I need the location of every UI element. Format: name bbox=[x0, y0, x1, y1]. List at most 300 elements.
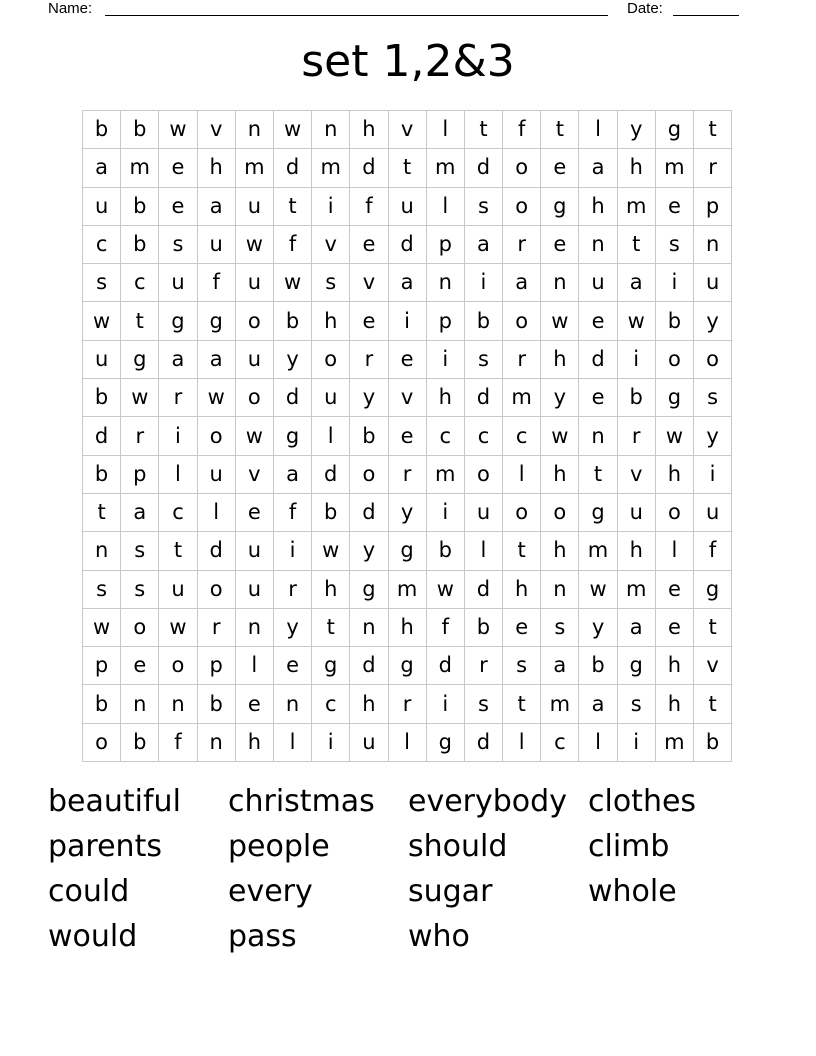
grid-row bbox=[83, 302, 732, 340]
grid-cell: l bbox=[579, 723, 617, 761]
grid-cell: v bbox=[617, 455, 655, 493]
grid-cell: n bbox=[579, 225, 617, 263]
grid-cell: g bbox=[617, 647, 655, 685]
grid-cell: n bbox=[426, 264, 464, 302]
grid-cell: b bbox=[694, 723, 732, 761]
grid-cell: d bbox=[350, 149, 388, 187]
grid-cell: e bbox=[579, 302, 617, 340]
grid-cell: y bbox=[350, 532, 388, 570]
grid-cell: u bbox=[235, 340, 273, 378]
grid-cell: h bbox=[617, 149, 655, 187]
grid-cell: v bbox=[350, 264, 388, 302]
grid-cell: m bbox=[388, 570, 426, 608]
grid-cell: e bbox=[655, 570, 693, 608]
grid-cell: s bbox=[464, 340, 502, 378]
grid-cell: y bbox=[694, 302, 732, 340]
grid-row bbox=[83, 340, 732, 378]
grid-cell: e bbox=[541, 225, 579, 263]
grid-cell: t bbox=[83, 493, 121, 531]
grid-cell: i bbox=[312, 187, 350, 225]
grid-cell: n bbox=[273, 685, 311, 723]
grid-row bbox=[83, 187, 732, 225]
grid-cell: u bbox=[694, 264, 732, 302]
grid-cell: o bbox=[503, 493, 541, 531]
grid-cell: g bbox=[694, 570, 732, 608]
grid-cell: u bbox=[235, 570, 273, 608]
grid-row bbox=[83, 685, 732, 723]
grid-cell: n bbox=[83, 532, 121, 570]
grid-row bbox=[83, 570, 732, 608]
grid-cell: c bbox=[83, 225, 121, 263]
grid-cell: b bbox=[121, 187, 159, 225]
grid-cell: t bbox=[503, 532, 541, 570]
grid-cell: u bbox=[694, 493, 732, 531]
grid-cell: l bbox=[655, 532, 693, 570]
page-title: set 1,2&3 bbox=[301, 36, 515, 87]
grid-cell: r bbox=[121, 417, 159, 455]
grid-cell: u bbox=[579, 264, 617, 302]
grid-cell: g bbox=[655, 379, 693, 417]
grid-cell: n bbox=[350, 608, 388, 646]
grid-cell: b bbox=[617, 379, 655, 417]
grid-cell: i bbox=[312, 723, 350, 761]
grid-row bbox=[83, 379, 732, 417]
grid-cell: l bbox=[503, 723, 541, 761]
grid-cell: o bbox=[197, 417, 235, 455]
grid-cell: i bbox=[464, 264, 502, 302]
grid-cell: d bbox=[464, 723, 502, 761]
grid-cell: b bbox=[121, 225, 159, 263]
name-label: Name: bbox=[48, 0, 93, 17]
grid-cell: o bbox=[503, 302, 541, 340]
grid-cell: o bbox=[235, 302, 273, 340]
grid-cell: s bbox=[83, 570, 121, 608]
grid-cell: h bbox=[350, 685, 388, 723]
grid-cell: y bbox=[273, 340, 311, 378]
grid-cell: a bbox=[464, 225, 502, 263]
grid-cell: n bbox=[159, 685, 197, 723]
grid-cell: n bbox=[541, 570, 579, 608]
grid-cell: i bbox=[426, 340, 464, 378]
grid-cell: h bbox=[350, 111, 388, 149]
grid-cell: h bbox=[426, 379, 464, 417]
grid-cell: i bbox=[159, 417, 197, 455]
grid-cell: a bbox=[197, 340, 235, 378]
grid-cell: s bbox=[159, 225, 197, 263]
grid-cell: e bbox=[388, 417, 426, 455]
grid-cell: v bbox=[312, 225, 350, 263]
grid-cell: w bbox=[617, 302, 655, 340]
date-label: Date: bbox=[627, 0, 663, 17]
grid-cell: w bbox=[273, 111, 311, 149]
grid-cell: w bbox=[235, 417, 273, 455]
grid-cell: o bbox=[694, 340, 732, 378]
grid-cell: a bbox=[388, 264, 426, 302]
grid-cell: t bbox=[541, 111, 579, 149]
grid-cell: c bbox=[312, 685, 350, 723]
grid-cell: n bbox=[121, 685, 159, 723]
grid-cell: f bbox=[197, 264, 235, 302]
grid-cell: w bbox=[655, 417, 693, 455]
grid-cell: p bbox=[426, 302, 464, 340]
grid-cell: c bbox=[121, 264, 159, 302]
grid-cell: m bbox=[617, 187, 655, 225]
grid-cell: t bbox=[503, 685, 541, 723]
grid-cell: t bbox=[388, 149, 426, 187]
grid-cell: s bbox=[541, 608, 579, 646]
grid-cell: l bbox=[235, 647, 273, 685]
grid-cell: i bbox=[617, 340, 655, 378]
grid-cell: d bbox=[388, 225, 426, 263]
grid-cell: h bbox=[312, 302, 350, 340]
grid-cell: u bbox=[159, 570, 197, 608]
grid-cell: a bbox=[617, 608, 655, 646]
grid-cell: b bbox=[579, 647, 617, 685]
grid-cell: u bbox=[83, 187, 121, 225]
grid-cell: o bbox=[655, 493, 693, 531]
grid-cell: h bbox=[197, 149, 235, 187]
grid-row bbox=[83, 493, 732, 531]
word-list-item: parents bbox=[48, 829, 162, 864]
grid-cell: p bbox=[426, 225, 464, 263]
grid-cell: c bbox=[159, 493, 197, 531]
grid-cell: b bbox=[312, 493, 350, 531]
grid-cell: t bbox=[579, 455, 617, 493]
grid-cell: u bbox=[388, 187, 426, 225]
grid-cell: i bbox=[655, 264, 693, 302]
grid-cell: p bbox=[694, 187, 732, 225]
grid-cell: m bbox=[121, 149, 159, 187]
grid-cell: l bbox=[426, 187, 464, 225]
grid-cell: w bbox=[541, 302, 579, 340]
grid-cell: e bbox=[541, 149, 579, 187]
grid-row bbox=[83, 455, 732, 493]
word-list-item: should bbox=[408, 829, 508, 864]
grid-cell: s bbox=[83, 264, 121, 302]
grid-cell: f bbox=[273, 493, 311, 531]
grid-cell: l bbox=[464, 532, 502, 570]
grid-cell: w bbox=[83, 608, 121, 646]
grid-cell: m bbox=[655, 149, 693, 187]
grid-cell: r bbox=[159, 379, 197, 417]
grid-cell: s bbox=[121, 532, 159, 570]
grid-cell: h bbox=[655, 455, 693, 493]
grid-cell: t bbox=[159, 532, 197, 570]
grid-row bbox=[83, 417, 732, 455]
grid-cell: d bbox=[350, 493, 388, 531]
grid-cell: b bbox=[426, 532, 464, 570]
grid-cell: g bbox=[312, 647, 350, 685]
grid-cell: a bbox=[579, 149, 617, 187]
grid-cell: r bbox=[694, 149, 732, 187]
grid-cell: w bbox=[541, 417, 579, 455]
grid-row bbox=[83, 225, 732, 263]
grid-cell: o bbox=[312, 340, 350, 378]
grid-cell: o bbox=[235, 379, 273, 417]
word-list-item: sugar bbox=[408, 874, 493, 909]
grid-cell: u bbox=[350, 723, 388, 761]
grid-cell: s bbox=[503, 647, 541, 685]
grid-cell: d bbox=[273, 379, 311, 417]
grid-cell: d bbox=[312, 455, 350, 493]
grid-cell: h bbox=[655, 647, 693, 685]
word-list-item: christmas bbox=[228, 784, 375, 819]
grid-row bbox=[83, 111, 732, 149]
word-list bbox=[48, 782, 788, 962]
grid-cell: c bbox=[464, 417, 502, 455]
grid-cell: e bbox=[235, 685, 273, 723]
grid-cell: y bbox=[273, 608, 311, 646]
grid-cell: l bbox=[197, 493, 235, 531]
grid-cell: u bbox=[235, 264, 273, 302]
word-list-item: climb bbox=[588, 829, 670, 864]
grid-cell: b bbox=[464, 302, 502, 340]
grid-cell: s bbox=[312, 264, 350, 302]
grid-cell: p bbox=[121, 455, 159, 493]
grid-cell: n bbox=[197, 723, 235, 761]
header bbox=[48, 0, 748, 20]
grid-cell: c bbox=[426, 417, 464, 455]
grid-cell: b bbox=[83, 379, 121, 417]
grid-cell: f bbox=[694, 532, 732, 570]
grid-cell: m bbox=[503, 379, 541, 417]
grid-cell: d bbox=[273, 149, 311, 187]
grid-cell: p bbox=[83, 647, 121, 685]
grid-cell: l bbox=[579, 111, 617, 149]
word-search-grid bbox=[82, 110, 732, 762]
grid-cell: g bbox=[350, 570, 388, 608]
grid-cell: s bbox=[121, 570, 159, 608]
grid-cell: g bbox=[273, 417, 311, 455]
grid-cell: m bbox=[579, 532, 617, 570]
grid-cell: c bbox=[541, 723, 579, 761]
grid-cell: a bbox=[197, 187, 235, 225]
grid-cell: h bbox=[312, 570, 350, 608]
grid-cell: w bbox=[312, 532, 350, 570]
grid-row bbox=[83, 608, 732, 646]
grid-cell: o bbox=[503, 149, 541, 187]
grid-cell: r bbox=[197, 608, 235, 646]
word-list-item: people bbox=[228, 829, 330, 864]
grid-cell: m bbox=[235, 149, 273, 187]
grid-cell: a bbox=[159, 340, 197, 378]
grid-cell: r bbox=[464, 647, 502, 685]
grid-cell: h bbox=[541, 455, 579, 493]
word-list-item: whole bbox=[588, 874, 677, 909]
date-field-line bbox=[673, 15, 739, 16]
grid-cell: r bbox=[388, 685, 426, 723]
grid-cell: r bbox=[503, 225, 541, 263]
word-list-item: everybody bbox=[408, 784, 567, 819]
grid-cell: s bbox=[464, 685, 502, 723]
grid-cell: o bbox=[197, 570, 235, 608]
grid-cell: g bbox=[541, 187, 579, 225]
grid-cell: y bbox=[388, 493, 426, 531]
grid-cell: v bbox=[694, 647, 732, 685]
grid-cell: s bbox=[694, 379, 732, 417]
grid-cell: t bbox=[617, 225, 655, 263]
grid-cell: n bbox=[579, 417, 617, 455]
grid-cell: y bbox=[350, 379, 388, 417]
grid-cell: w bbox=[159, 608, 197, 646]
grid-cell: b bbox=[121, 723, 159, 761]
grid-cell: h bbox=[235, 723, 273, 761]
grid-cell: g bbox=[197, 302, 235, 340]
grid-cell: u bbox=[83, 340, 121, 378]
grid-cell: b bbox=[273, 302, 311, 340]
grid-cell: f bbox=[503, 111, 541, 149]
grid-cell: e bbox=[503, 608, 541, 646]
grid-cell: n bbox=[694, 225, 732, 263]
grid-cell: d bbox=[83, 417, 121, 455]
grid-cell: r bbox=[350, 340, 388, 378]
grid-cell: e bbox=[235, 493, 273, 531]
grid-cell: w bbox=[159, 111, 197, 149]
grid-cell: w bbox=[121, 379, 159, 417]
word-list-item: could bbox=[48, 874, 130, 909]
grid-cell: m bbox=[312, 149, 350, 187]
grid-cell: o bbox=[121, 608, 159, 646]
grid-cell: i bbox=[426, 685, 464, 723]
grid-cell: y bbox=[617, 111, 655, 149]
word-list-item: clothes bbox=[588, 784, 697, 819]
grid-cell: m bbox=[617, 570, 655, 608]
grid-cell: d bbox=[579, 340, 617, 378]
grid-cell: l bbox=[159, 455, 197, 493]
grid-cell: v bbox=[388, 379, 426, 417]
grid-cell: u bbox=[312, 379, 350, 417]
grid-cell: g bbox=[388, 647, 426, 685]
grid-cell: u bbox=[197, 455, 235, 493]
grid-cell: e bbox=[579, 379, 617, 417]
grid-cell: d bbox=[464, 379, 502, 417]
grid-cell: g bbox=[655, 111, 693, 149]
grid-cell: d bbox=[426, 647, 464, 685]
grid-cell: e bbox=[388, 340, 426, 378]
grid-cell: l bbox=[273, 723, 311, 761]
grid-cell: f bbox=[273, 225, 311, 263]
name-field-line bbox=[105, 15, 608, 16]
grid-cell: e bbox=[159, 187, 197, 225]
grid-cell: e bbox=[121, 647, 159, 685]
grid-cell: l bbox=[388, 723, 426, 761]
grid-cell: h bbox=[541, 532, 579, 570]
grid-cell: b bbox=[655, 302, 693, 340]
grid-cell: t bbox=[694, 685, 732, 723]
grid-cell: s bbox=[464, 187, 502, 225]
grid-cell: u bbox=[617, 493, 655, 531]
grid-cell: v bbox=[235, 455, 273, 493]
grid-cell: w bbox=[579, 570, 617, 608]
grid-cell: r bbox=[388, 455, 426, 493]
grid-cell: m bbox=[541, 685, 579, 723]
grid-cell: w bbox=[273, 264, 311, 302]
grid-cell: e bbox=[655, 608, 693, 646]
grid-cell: b bbox=[83, 111, 121, 149]
grid-cell: l bbox=[503, 455, 541, 493]
grid-cell: f bbox=[159, 723, 197, 761]
grid-cell: h bbox=[579, 187, 617, 225]
grid-cell: n bbox=[235, 111, 273, 149]
word-list-item: would bbox=[48, 919, 138, 954]
grid-cell: a bbox=[121, 493, 159, 531]
grid-cell: e bbox=[350, 302, 388, 340]
grid-cell: o bbox=[503, 187, 541, 225]
grid-cell: b bbox=[350, 417, 388, 455]
grid-cell: u bbox=[159, 264, 197, 302]
grid-cell: v bbox=[388, 111, 426, 149]
grid-cell: i bbox=[388, 302, 426, 340]
grid-cell: o bbox=[350, 455, 388, 493]
grid-cell: a bbox=[541, 647, 579, 685]
grid-cell: h bbox=[541, 340, 579, 378]
grid-row bbox=[83, 264, 732, 302]
grid-cell: o bbox=[159, 647, 197, 685]
word-list-item: every bbox=[228, 874, 313, 909]
grid-cell: b bbox=[464, 608, 502, 646]
word-list-item: who bbox=[408, 919, 470, 954]
grid-cell: e bbox=[350, 225, 388, 263]
grid-cell: t bbox=[694, 111, 732, 149]
grid-cell: e bbox=[273, 647, 311, 685]
grid-cell: n bbox=[235, 608, 273, 646]
grid-cell: b bbox=[83, 685, 121, 723]
grid-cell: l bbox=[312, 417, 350, 455]
grid-cell: h bbox=[503, 570, 541, 608]
grid-cell: g bbox=[388, 532, 426, 570]
grid-cell: a bbox=[617, 264, 655, 302]
grid-cell: b bbox=[121, 111, 159, 149]
grid-cell: o bbox=[464, 455, 502, 493]
grid-cell: w bbox=[235, 225, 273, 263]
grid-row bbox=[83, 149, 732, 187]
grid-cell: i bbox=[694, 455, 732, 493]
grid-cell: g bbox=[159, 302, 197, 340]
grid-cell: t bbox=[464, 111, 502, 149]
grid-cell: i bbox=[426, 493, 464, 531]
grid-cell: u bbox=[197, 225, 235, 263]
grid-cell: d bbox=[464, 570, 502, 608]
grid-cell: d bbox=[350, 647, 388, 685]
grid-cell: u bbox=[464, 493, 502, 531]
grid-cell: u bbox=[235, 187, 273, 225]
grid-cell: t bbox=[273, 187, 311, 225]
grid-cell: g bbox=[426, 723, 464, 761]
grid-cell: u bbox=[235, 532, 273, 570]
grid-cell: e bbox=[655, 187, 693, 225]
grid-cell: o bbox=[83, 723, 121, 761]
grid-cell: r bbox=[617, 417, 655, 455]
grid-row bbox=[83, 723, 732, 761]
grid-cell: i bbox=[617, 723, 655, 761]
grid-cell: s bbox=[655, 225, 693, 263]
grid-cell: o bbox=[655, 340, 693, 378]
word-list-item: pass bbox=[228, 919, 297, 954]
grid-cell: r bbox=[273, 570, 311, 608]
grid-cell: p bbox=[197, 647, 235, 685]
grid-cell: h bbox=[388, 608, 426, 646]
grid-cell: a bbox=[579, 685, 617, 723]
grid-cell: s bbox=[617, 685, 655, 723]
grid-cell: t bbox=[694, 608, 732, 646]
grid-cell: v bbox=[197, 111, 235, 149]
grid-cell: y bbox=[579, 608, 617, 646]
grid-cell: f bbox=[350, 187, 388, 225]
grid-cell: m bbox=[426, 455, 464, 493]
grid-cell: m bbox=[426, 149, 464, 187]
grid-cell: c bbox=[503, 417, 541, 455]
grid-cell: y bbox=[694, 417, 732, 455]
